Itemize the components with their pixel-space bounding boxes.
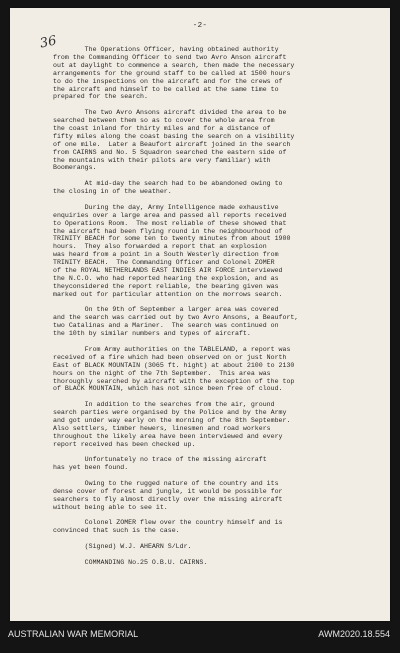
text-line: TRINITY BEACH for some ten to twenty minutes from about 1900 (53, 235, 291, 243)
text-line: hours. They also forwarded a report that an explosion (53, 243, 267, 251)
text-line: searched between them so as to cover the whole area from (53, 117, 275, 125)
paragraph (53, 204, 379, 299)
text-line: prepared for the search. (53, 93, 148, 101)
text-line: of the ROYAL NETHERLANDS EAST INDIES AIR FORCE interviewed (53, 267, 283, 275)
text-line: marked out for particular attention on the morrows search. (53, 290, 283, 298)
paragraph (53, 46, 379, 101)
paragraph (53, 456, 379, 472)
text-line: East of BLACK MOUNTAIN (3065 ft. hight) at about 2100 to 2130 (53, 361, 295, 369)
text-line: Also settlers, timber hewers, linesmen and road workers (53, 424, 271, 432)
text-line: The Operations Officer, having obtained authority (53, 46, 279, 53)
text-line: throughout the likely area have been interviewed and every (53, 432, 283, 440)
archive-name: AUSTRALIAN WAR MEMORIAL (8, 629, 139, 639)
text-line: Boomerangs. (53, 164, 97, 172)
paragraph (53, 401, 379, 448)
text-line: theyconsidered the report reliable, the bearing given was (53, 282, 279, 290)
text-line: from the Commanding Officer to send two Avro Anson aircraft (53, 53, 287, 61)
text-line: the 10th by similar numbers and types of aircraft. (53, 330, 251, 338)
document-body (53, 46, 379, 567)
text-line: the N.C.O. who had reported hearing the explosion, and as (53, 274, 279, 282)
text-line: has yet been found. (53, 464, 129, 472)
text-line: of BLACK MOUNTAIN, which has not since been free of cloud. (53, 385, 283, 393)
paragraph (53, 109, 379, 172)
text-line: Colonel ZOMER flew over the country himself and is (53, 519, 283, 527)
signatory-title: COMMANDING No.25 O.B.U. CAIRNS. (53, 558, 208, 566)
text-line: was heard from a point in a South Westerly direction from (53, 251, 279, 259)
text-line: from CAIRNS and No. 5 Squadron searched the eastern side of (53, 148, 287, 156)
text-line: two Catalinas and a Mariner. The search was continued on (53, 322, 279, 330)
text-line: the coast inland for thirty miles and for a distance of (53, 124, 271, 132)
paragraph (53, 306, 379, 338)
text-line: received of a fire which had been observed on or just North (53, 353, 287, 361)
text-line: On the 9th of September a larger area was covered (53, 306, 279, 314)
text-line: the closing in of the weather. (53, 188, 172, 196)
text-line: dense cover of forest and jungle, it would be possible for (53, 487, 283, 495)
text-line: to do the inspections on the aircraft and for the crews of (53, 77, 283, 85)
text-line: In addition to the searches from the air, ground (53, 401, 275, 409)
text-line: of one mile. Later a Beaufort aircraft joined in the search (53, 140, 291, 148)
paragraph (53, 519, 379, 535)
text-line: out at daylight to commence a search, then made the necessary (53, 61, 295, 69)
text-line: enquiries over a large area and passed all reports received (53, 211, 287, 219)
text-line: During the day, Army Intelligence made exhaustive (53, 203, 279, 211)
text-line: searchers to fly almost directly over the missing aircraft (53, 495, 283, 503)
text-line: the mountains with their pilots are very familiar) with (53, 156, 271, 164)
text-line: report received has been checked up. (53, 440, 196, 448)
paragraph (53, 480, 379, 512)
text-line: search parties were organised by the Police and by the Army (53, 409, 287, 417)
document-page (10, 8, 390, 621)
text-line: hours on the night of the 7th September. This area was (53, 369, 271, 377)
text-line: At mid-day the search had to be abandoned owing to (53, 180, 283, 188)
text-line: thoroughly searched by aircraft with the exception of the top (53, 377, 295, 385)
text-line: the aircraft had been flying round in the neighbourhood of (53, 227, 283, 235)
text-line: From Army authorities on the TABLELAND, a report was (53, 345, 291, 353)
text-line: The two Avro Ansons aircraft divided the area to be (53, 109, 287, 117)
handwritten-page-mark: 36 (38, 33, 58, 52)
text-line: and the search was carried out by two Avro Ansons, a Beaufort, (53, 314, 299, 322)
page-number: -2- (192, 22, 208, 30)
text-line: TRINITY BEACH. The Commanding Officer and Colonel ZOMER (53, 259, 275, 267)
text-line: arrangements for the ground staff to be called at 1500 hours (53, 69, 291, 77)
signature-block (53, 543, 379, 567)
paragraph (53, 180, 379, 196)
text-line: and got under way early on the morning of the 8th September. (53, 416, 291, 424)
archive-reference: AWM2020.18.554 (318, 629, 390, 639)
text-line: without being able to see it. (53, 503, 168, 511)
text-line: fifty miles along the coast basing the search on a visibility (53, 132, 295, 140)
text-line: Unfortunately no trace of the missing aircraft (53, 456, 267, 464)
archive-caption-bar (0, 629, 400, 647)
signature-line: (Signed) W.J. AHEARN S/Ldr. (53, 543, 192, 550)
text-line: convinced that such is the case. (53, 527, 180, 535)
text-line: to Operations Room. The most reliable of these showed that (53, 219, 287, 227)
paragraph (53, 346, 379, 393)
text-line: the aircraft and himself to be called at the same time to (53, 85, 279, 93)
text-line: Owing to the rugged nature of the country and its (53, 479, 279, 487)
